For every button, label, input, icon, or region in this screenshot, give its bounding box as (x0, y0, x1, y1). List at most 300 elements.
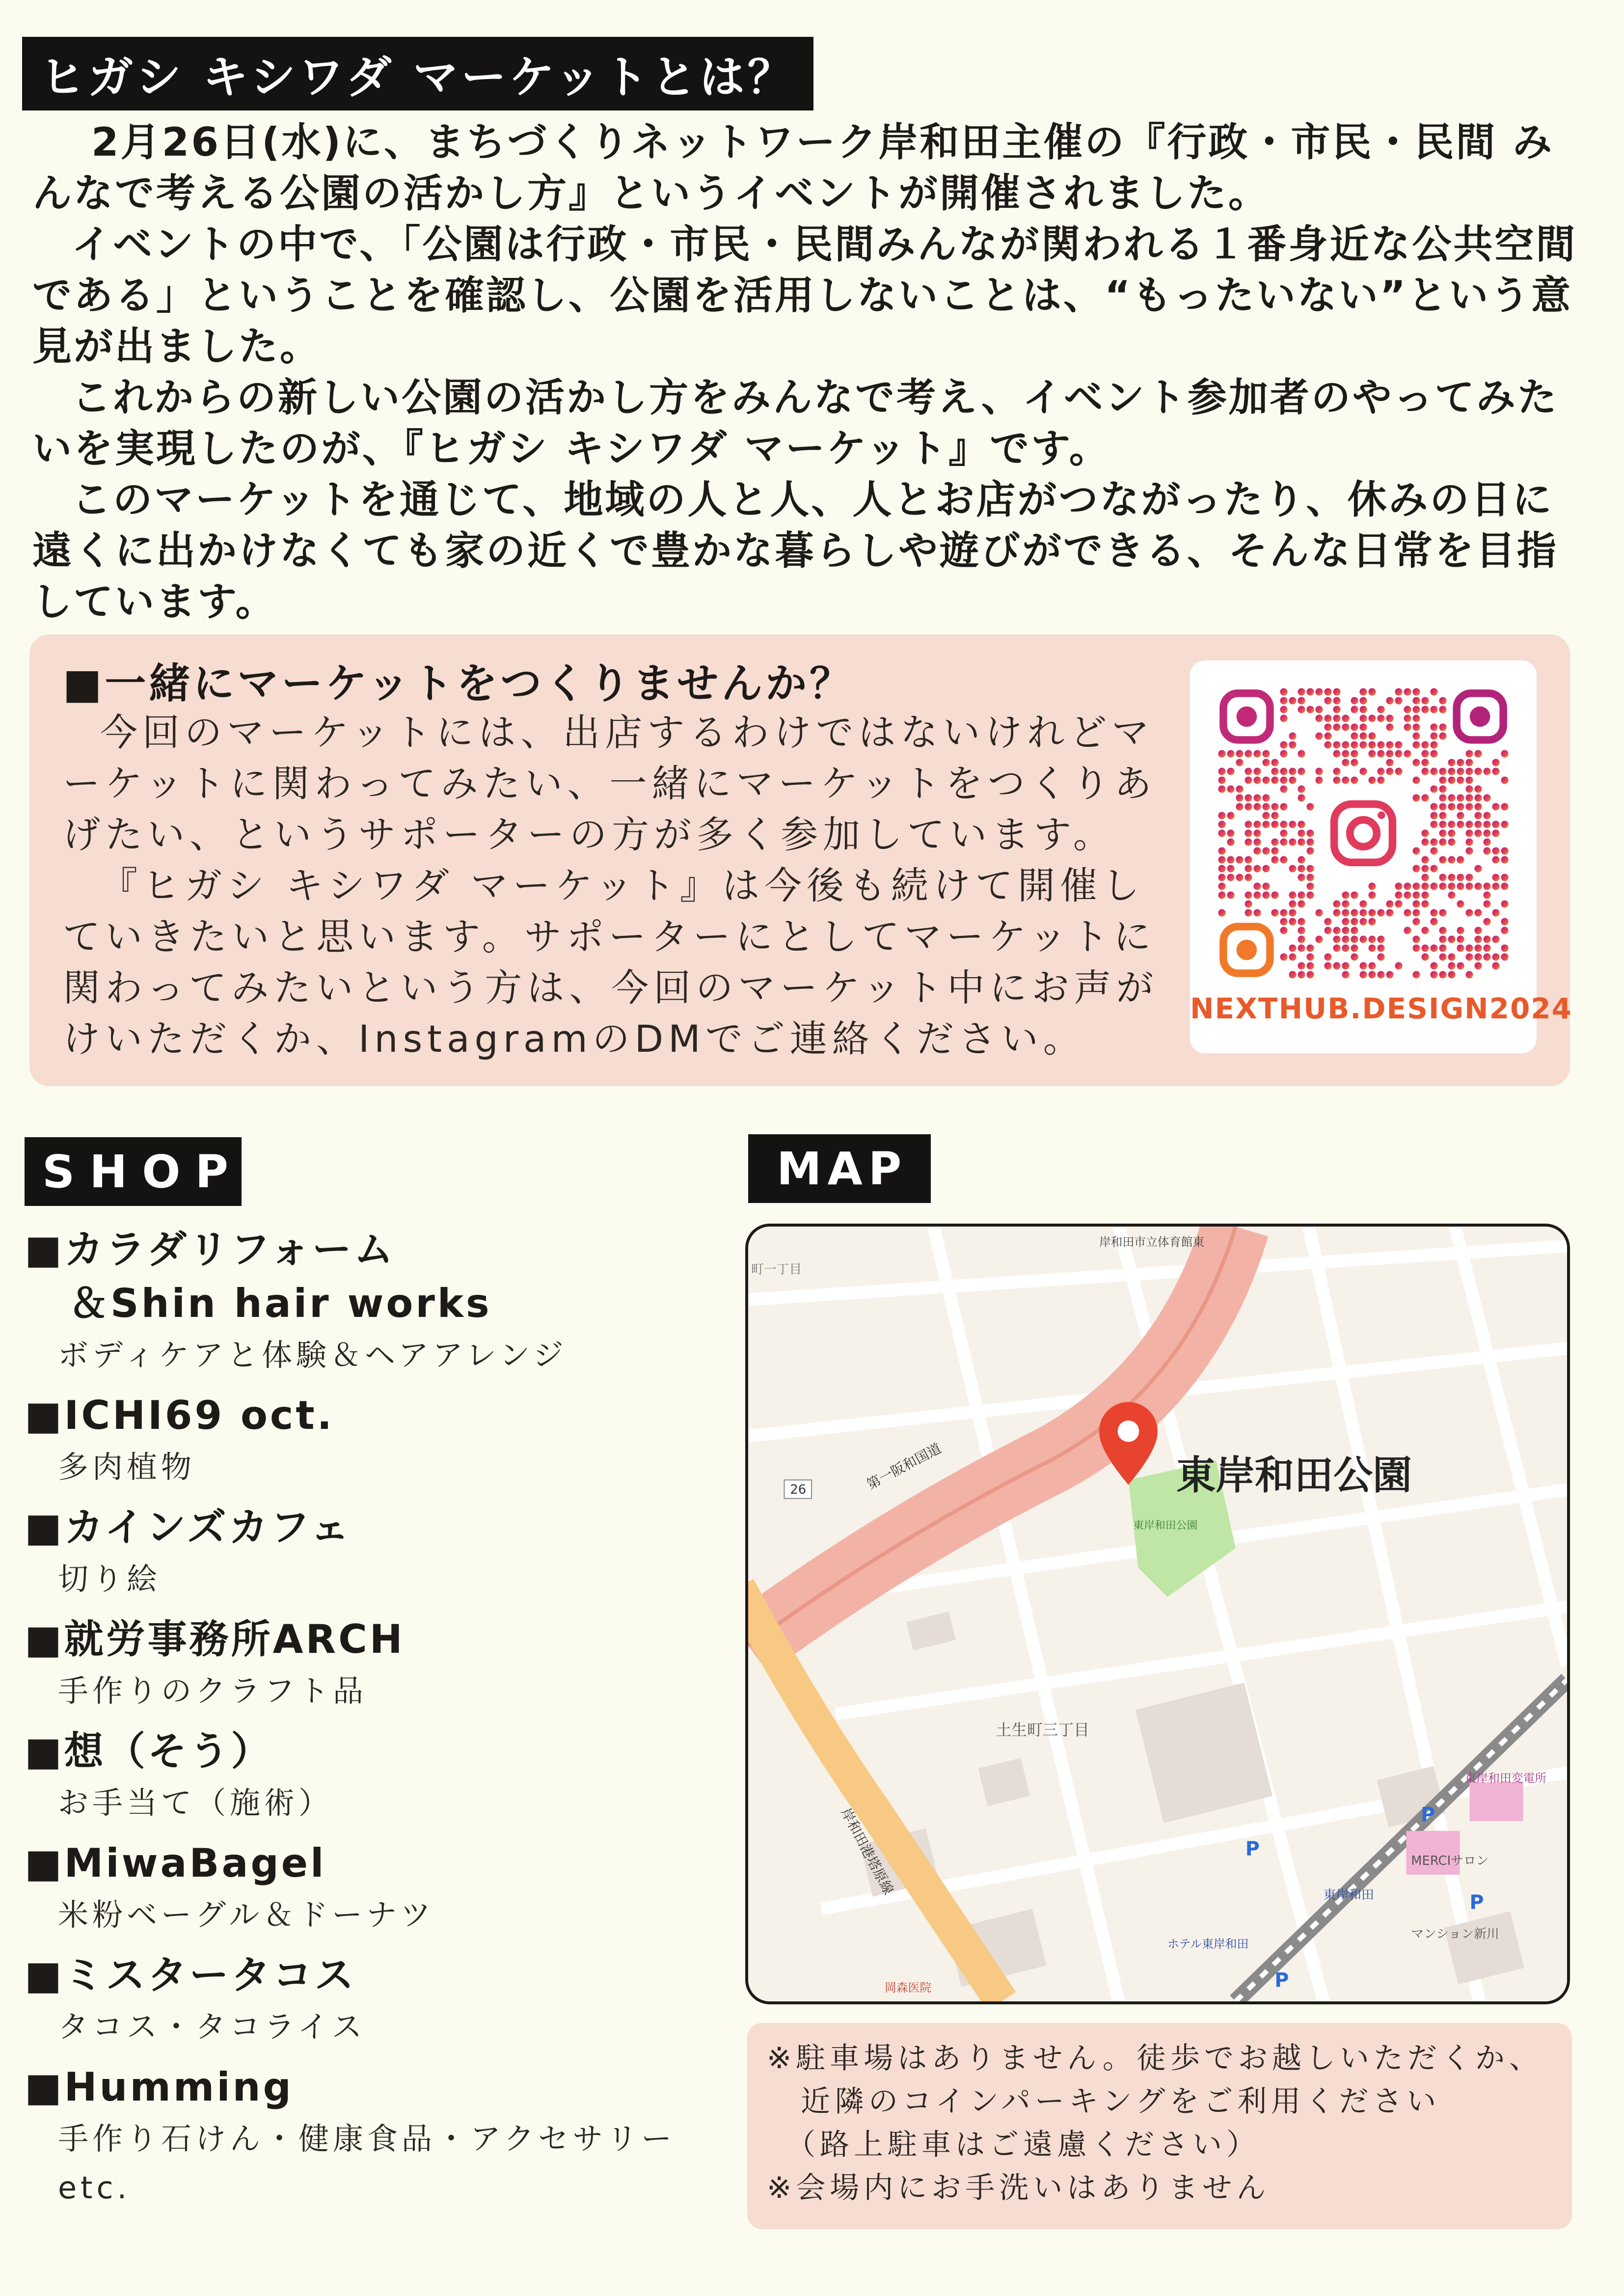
note-line: ※会場内にお手洗いはありません (767, 2171, 1271, 2205)
qr-module (1439, 882, 1446, 890)
qr-module (1439, 909, 1446, 916)
qr-module (1333, 935, 1340, 943)
qr-module (1245, 767, 1252, 775)
qr-module (1245, 856, 1252, 863)
qr-module (1280, 750, 1287, 757)
qr-module (1448, 803, 1455, 810)
qr-module (1448, 882, 1455, 890)
qr-module (1227, 767, 1234, 775)
qr-module (1421, 767, 1429, 775)
qr-module (1289, 732, 1296, 739)
qr-module (1280, 688, 1287, 695)
intro-paragraph: これからの新しい公園の活かし方をみんなで考え、イベント参加者のやってみたいを実現したのが、『ヒガシ キシワダ マーケット』です。 (32, 375, 1559, 471)
qr-module (1386, 714, 1393, 722)
qr-module (1218, 820, 1225, 828)
qr-module (1280, 927, 1287, 934)
shop-description: 手作り石けん・健康食品・アクセサリーetc. (58, 2121, 676, 2206)
qr-module (1359, 697, 1367, 704)
qr-module (1448, 759, 1455, 766)
qr-module (1253, 776, 1261, 784)
shop-item (25, 1223, 731, 1380)
qr-module (1368, 891, 1376, 899)
qr-module (1377, 909, 1384, 916)
qr-module (1421, 794, 1429, 801)
qr-module (1483, 767, 1490, 775)
qr-module (1253, 882, 1261, 890)
qr-module (1359, 688, 1367, 695)
qr-module (1315, 714, 1323, 722)
qr-module (1412, 900, 1420, 907)
qr-module (1368, 741, 1376, 748)
supporter-heading: ■一緒にマーケットをつくりませんか？ (63, 659, 854, 708)
shop-name: ■カラダリフォーム (25, 1227, 396, 1272)
qr-module (1342, 900, 1349, 907)
qr-module (1368, 882, 1376, 890)
qr-module (1457, 874, 1464, 881)
qr-module (1245, 776, 1252, 784)
qr-module (1280, 803, 1287, 810)
qr-module (1262, 847, 1270, 854)
qr-module (1501, 927, 1508, 934)
qr-module (1262, 794, 1270, 801)
qr-module (1368, 918, 1376, 925)
qr-module (1430, 865, 1437, 872)
qr-module (1492, 829, 1499, 837)
qr-module (1377, 750, 1384, 757)
qr-module (1271, 812, 1278, 819)
qr-module (1457, 856, 1464, 863)
qr-module (1368, 944, 1376, 952)
qr-module (1289, 900, 1296, 907)
qr-module (1439, 706, 1446, 713)
qr-module (1245, 794, 1252, 801)
qr-module (1412, 971, 1420, 978)
qr-module (1483, 918, 1490, 925)
qr-module (1404, 891, 1411, 899)
qr-module (1439, 697, 1446, 704)
qr-module (1439, 856, 1446, 863)
qr-module (1412, 891, 1420, 899)
qr-module (1448, 971, 1455, 978)
qr-module (1280, 856, 1287, 863)
qr-module (1430, 882, 1437, 890)
qr-module (1333, 688, 1340, 695)
qr-module (1412, 909, 1420, 916)
qr-module (1359, 962, 1367, 969)
qr-module (1474, 829, 1482, 837)
qr-module (1421, 927, 1429, 934)
qr-module (1253, 865, 1261, 872)
qr-module (1439, 838, 1446, 846)
qr-module (1474, 767, 1482, 775)
qr-module (1474, 812, 1482, 819)
qr-module (1412, 723, 1420, 731)
qr-module (1386, 697, 1393, 704)
qr-module (1368, 776, 1376, 784)
qr-module (1271, 803, 1278, 810)
qr-module (1474, 962, 1482, 969)
qr-module (1501, 874, 1508, 881)
qr-module (1377, 944, 1384, 952)
qr-module (1430, 785, 1437, 793)
qr-module (1324, 688, 1331, 695)
qr-module (1342, 891, 1349, 899)
map[interactable] (745, 1224, 1570, 2004)
qr-module (1324, 714, 1331, 722)
qr-module (1227, 865, 1234, 872)
qr-module (1351, 759, 1358, 766)
qr-module (1289, 918, 1296, 925)
qr-module (1333, 909, 1340, 916)
qr-module (1448, 856, 1455, 863)
qr-module (1430, 944, 1437, 952)
qr-caption: NEXTHUB.DESIGN2024 (1190, 992, 1573, 1025)
qr-module (1465, 944, 1473, 952)
qr-module (1333, 944, 1340, 952)
intro-paragraph: 2月26日(水)に、まちづくりネットワーク岸和田主催の『行政・市民・民間 みんなで考える公園の活かし方』というイベントが開催されました。 (32, 119, 1554, 216)
qr-module (1368, 714, 1376, 722)
qr-module (1465, 803, 1473, 810)
qr-module (1483, 829, 1490, 837)
qr-module (1271, 759, 1278, 766)
qr-module (1501, 856, 1508, 863)
qr-module (1474, 882, 1482, 890)
qr-module (1289, 741, 1296, 748)
qr-module (1483, 944, 1490, 952)
qr-module (1315, 767, 1323, 775)
qr-module (1421, 900, 1429, 907)
qr-module (1315, 688, 1323, 695)
qr-module (1457, 927, 1464, 934)
qr-module (1465, 820, 1473, 828)
qr-module (1271, 856, 1278, 863)
qr-module (1474, 750, 1482, 757)
qr-module (1298, 856, 1305, 863)
qr-module (1298, 927, 1305, 934)
qr-module (1315, 935, 1323, 943)
qr-module (1457, 767, 1464, 775)
qr-module (1333, 927, 1340, 934)
qr-module (1342, 962, 1349, 969)
qr-module (1289, 971, 1296, 978)
qr-module (1483, 794, 1490, 801)
qr-module (1492, 820, 1499, 828)
qr-module (1351, 732, 1358, 739)
qr-module (1395, 962, 1402, 969)
qr-module (1439, 944, 1446, 952)
qr-module (1474, 927, 1482, 934)
qr-module (1280, 820, 1287, 828)
qr-module (1359, 935, 1367, 943)
qr-module (1227, 812, 1234, 819)
qr-module (1315, 776, 1323, 784)
qr-module (1474, 785, 1482, 793)
qr-module (1448, 776, 1455, 784)
qr-module (1342, 759, 1349, 766)
qr-module (1280, 697, 1287, 704)
qr-module (1474, 909, 1482, 916)
notes (767, 2037, 1562, 2210)
road-label: 岸和田港塔原線 (838, 1805, 897, 1897)
shop-item (25, 1836, 731, 1940)
parking-icon: P (1245, 1837, 1260, 1860)
qr-module (1351, 706, 1358, 713)
qr-module (1465, 847, 1473, 854)
qr-module (1333, 706, 1340, 713)
qr-module (1421, 838, 1429, 846)
qr-module (1465, 838, 1473, 846)
qr-module (1439, 723, 1446, 731)
qr-module (1280, 741, 1287, 748)
qr-module (1430, 838, 1437, 846)
qr-module (1351, 909, 1358, 916)
qr-module (1298, 944, 1305, 952)
qr-module (1245, 820, 1252, 828)
qr-module (1342, 741, 1349, 748)
qr-module (1465, 882, 1473, 890)
shop-heading: SHOP (25, 1137, 242, 1206)
qr-module (1430, 723, 1437, 731)
qr-module (1501, 918, 1508, 925)
qr-module (1236, 794, 1243, 801)
qr-module (1412, 865, 1420, 872)
supporter-text (63, 707, 1172, 1065)
qr-module (1483, 847, 1490, 854)
supporter-paragraph: 『ヒガシ キシワダ マーケット』は今後も続けて開催していきたいと思います。サポーターにとしてマーケットに関わってみたいという方は、今回のマーケット中にお声がけいただくか、InstagramのDMでご連絡ください。 (63, 864, 1159, 1061)
qr-module (1227, 785, 1234, 793)
qr-module (1395, 900, 1402, 907)
qr-module (1333, 741, 1340, 748)
qr-module (1298, 891, 1305, 899)
qr-module (1351, 935, 1358, 943)
qr-module (1439, 874, 1446, 881)
qr-module (1448, 767, 1455, 775)
area-label: 土生町三丁目 (996, 1722, 1089, 1740)
qr-module (1483, 891, 1490, 899)
qr-module (1501, 953, 1508, 960)
qr-module (1404, 750, 1411, 757)
qr-module (1404, 714, 1411, 722)
qr-module (1457, 820, 1464, 828)
qr-module (1324, 723, 1331, 731)
qr-module (1377, 741, 1384, 748)
qr-module (1421, 706, 1429, 713)
qr-module (1245, 803, 1252, 810)
qr-module (1483, 953, 1490, 960)
qr-module (1430, 767, 1437, 775)
qr-module (1404, 882, 1411, 890)
qr-module (1289, 891, 1296, 899)
note-line: （路上駐車はご遠慮ください） (767, 2128, 1260, 2162)
qr-module (1457, 962, 1464, 969)
qr-module (1483, 882, 1490, 890)
qr-module (1368, 962, 1376, 969)
qr-module (1395, 882, 1402, 890)
qr-module (1439, 785, 1446, 793)
qr-module (1465, 767, 1473, 775)
map-canvas[interactable] (748, 1227, 1567, 2001)
qr-module (1324, 918, 1331, 925)
qr-module (1421, 944, 1429, 952)
qr-module (1298, 838, 1305, 846)
qr-module (1439, 767, 1446, 775)
qr-module (1412, 882, 1420, 890)
qr-module (1465, 971, 1473, 978)
qr-module (1412, 776, 1420, 784)
shop-description: 米粉ベーグル＆ドーナツ (58, 1897, 435, 1933)
qr-module (1351, 927, 1358, 934)
qr-module (1465, 829, 1473, 837)
qr-module (1421, 741, 1429, 748)
qr-module (1386, 767, 1393, 775)
qr-module (1333, 767, 1340, 775)
qr-module (1253, 794, 1261, 801)
qr-module (1298, 785, 1305, 793)
shop-item (25, 1389, 731, 1492)
qr-module (1262, 803, 1270, 810)
qr-module (1271, 767, 1278, 775)
qr-module (1421, 750, 1429, 757)
qr-module (1333, 900, 1340, 907)
qr-module (1298, 697, 1305, 704)
qr-module (1218, 785, 1225, 793)
qr-module (1412, 847, 1420, 854)
qr-module (1262, 882, 1270, 890)
qr-module (1377, 706, 1384, 713)
qr-module (1218, 847, 1225, 854)
qr-module (1315, 909, 1323, 916)
qr-module (1359, 971, 1367, 978)
qr-module (1245, 891, 1252, 899)
qr-module (1465, 909, 1473, 916)
qr-module (1306, 847, 1314, 854)
qr-module (1395, 767, 1402, 775)
qr-module (1421, 697, 1429, 704)
shop-name: ■カインズカフェ (25, 1504, 352, 1550)
qr-module (1289, 697, 1296, 704)
qr-module (1253, 891, 1261, 899)
qr-module (1245, 874, 1252, 881)
qr-module (1227, 838, 1234, 846)
qr-module (1245, 909, 1252, 916)
shop-item (25, 2060, 731, 2213)
qr-module (1253, 750, 1261, 757)
qr-module (1421, 891, 1429, 899)
qr-module (1315, 706, 1323, 713)
qr-module (1262, 750, 1270, 757)
qr-module (1342, 944, 1349, 952)
qr-module (1227, 829, 1234, 837)
qr-module (1342, 750, 1349, 757)
qr-module (1377, 767, 1384, 775)
qr-module (1377, 971, 1384, 978)
qr-module (1289, 865, 1296, 872)
qr-module (1395, 891, 1402, 899)
qr-code[interactable] (1218, 687, 1509, 979)
qr-module (1430, 918, 1437, 925)
qr-module (1351, 697, 1358, 704)
qr-module (1306, 838, 1314, 846)
qr-module (1448, 874, 1455, 881)
shop-item (25, 1724, 731, 1828)
qr-module (1271, 891, 1278, 899)
qr-module (1448, 838, 1455, 846)
qr-module (1298, 794, 1305, 801)
qr-module (1439, 971, 1446, 978)
qr-module (1386, 909, 1393, 916)
qr-module (1439, 829, 1446, 837)
qr-module (1465, 750, 1473, 757)
map-heading: MAP (748, 1134, 931, 1203)
qr-module (1448, 935, 1455, 943)
qr-module (1236, 874, 1243, 881)
qr-module (1368, 935, 1376, 943)
shop-name: ■ミスタータコス (25, 1952, 356, 1998)
qr-module (1280, 776, 1287, 784)
qr-module (1298, 935, 1305, 943)
qr-module (1271, 820, 1278, 828)
qr-module (1430, 741, 1437, 748)
qr-module (1395, 688, 1402, 695)
qr-module (1492, 953, 1499, 960)
qr-module (1289, 909, 1296, 916)
qr-module (1386, 723, 1393, 731)
shop-item (25, 1501, 731, 1604)
qr-module (1236, 785, 1243, 793)
qr-module (1483, 820, 1490, 828)
park-label: 東岸和田公園 (1176, 1452, 1412, 1498)
qr-module (1368, 971, 1376, 978)
qr-module (1492, 935, 1499, 943)
qr-module (1271, 776, 1278, 784)
qr-module (1280, 785, 1287, 793)
qr-module (1236, 856, 1243, 863)
qr-module (1439, 935, 1446, 943)
qr-module (1430, 820, 1437, 828)
qr-module (1218, 882, 1225, 890)
qr-module (1351, 776, 1358, 784)
qr-module (1218, 891, 1225, 899)
qr-module (1245, 865, 1252, 872)
qr-module (1465, 953, 1473, 960)
qr-module (1439, 794, 1446, 801)
qr-module (1421, 882, 1429, 890)
qr-module (1368, 732, 1376, 739)
qr-module (1412, 944, 1420, 952)
qr-module (1280, 953, 1287, 960)
qr-module (1404, 688, 1411, 695)
qr-module (1457, 803, 1464, 810)
qr-module (1253, 803, 1261, 810)
qr-module (1448, 953, 1455, 960)
qr-module (1271, 847, 1278, 854)
qr-module (1262, 820, 1270, 828)
facility-label: 東岸和田変電所 (1464, 1771, 1547, 1785)
qr-module (1342, 776, 1349, 784)
facility-label: MERCIサロン (1411, 1854, 1489, 1869)
qr-module (1457, 935, 1464, 943)
qr-module (1395, 697, 1402, 704)
qr-module (1483, 900, 1490, 907)
qr-module (1430, 803, 1437, 810)
qr-module (1474, 865, 1482, 872)
qr-module (1386, 750, 1393, 757)
qr-module (1289, 820, 1296, 828)
qr-module (1298, 918, 1305, 925)
qr-module (1465, 794, 1473, 801)
shop-name: ■想（そう） (25, 1728, 273, 1774)
qr-module (1253, 847, 1261, 854)
